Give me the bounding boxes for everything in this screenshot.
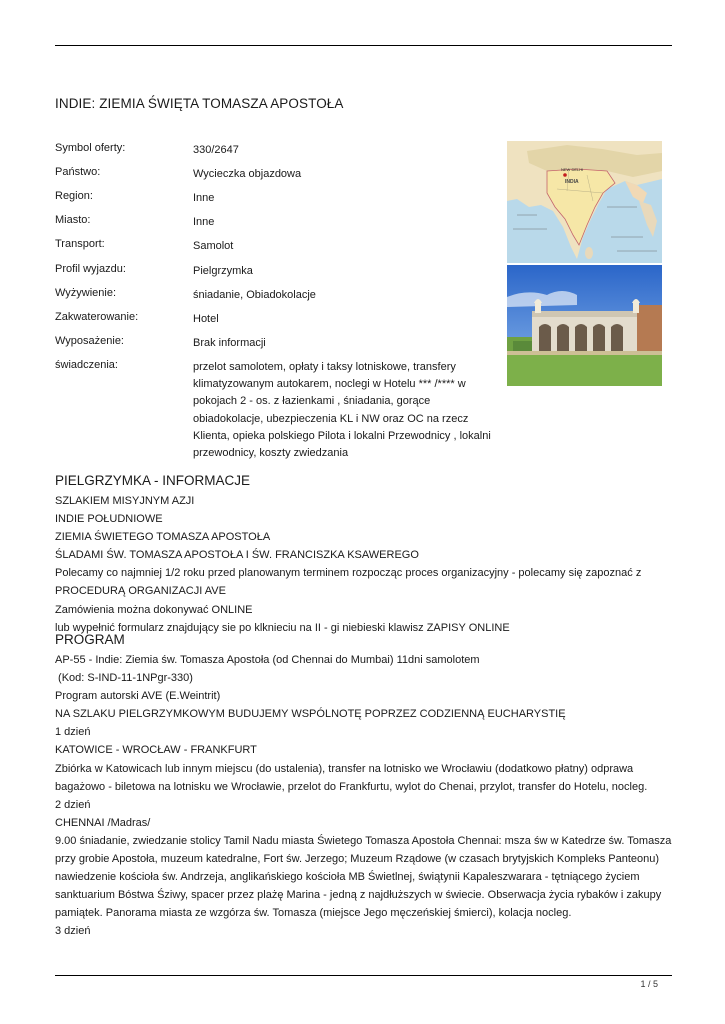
text-line: ZIEMIA ŚWIETEGO TOMASZA APOSTOŁA xyxy=(55,531,271,544)
info-value: przelot samolotem, opłaty i taksy lotniskowe, transfery klimatyzowanym autokarem, noclegi w Hotelu *** /**** w pokojach 2 - os. z łazienkami , śniadania, gorące obiadokolacje, ubezpieczenia KL i NW oraz OC na rzecz Klienta, opieka polskiego Pilota i lokalni Przewodnicy , lokalni przewodnicy, koszty zwiedzania xyxy=(193,361,491,460)
day-description: 9.00 śniadanie, zwiedzanie stolicy Tamil Nadu miasta Świetego Tomasza Apostoła Chennai: msza św w Katedrze św. Tomasza przy grobie Apostoła, muzeum katedralne, Fort św. Jerzego; Muzeum Rządowe (w czasach brytyjskich Kompleks Panteonu) nawiedzenie kościoła św. Andrzeja, anglikańskiego kościoła MB Świetlnej, świątynii Kapaleszwarara - tętniącego życiem sanktuarium Bóstwa Śziwy, spacer przez plażę Marina - jedną z najdłuższych w świecie. Obserwacja życia rybaków i zakupy pamiątek. Panorama miasta ze wzgórza św. Tomasza (miejsce Jego męczeńskiej śmierci), kolacja nocleg. xyxy=(55,834,672,920)
text-line: lub wypełnić formularz znajdujący sie po klknieciu na II - gi niebieski klawisz ZAPISY ONLINE xyxy=(55,621,510,634)
info-label: Zakwaterowanie: xyxy=(55,311,139,323)
text-line: NA SZLAKU PIELGRZYMKOWYM BUDUJEMY WSPÓLNOTĘ POPRZEZ CODZIENNĄ EUCHARYSTIĘ xyxy=(55,708,566,721)
india-map-image xyxy=(507,141,662,263)
page-number: 1 / 5 xyxy=(640,979,658,989)
info-label: świadczenia: xyxy=(55,359,118,371)
text-line: (Kod: S-IND-11-1NPgr-330) xyxy=(55,672,193,685)
text-line: ŚLADAMI ŚW. TOMASZA APOSTOŁA I ŚW. FRANCISZKA KSAWEREGO xyxy=(55,549,419,562)
page-title: INDIE: ZIEMIA ŚWIĘTA TOMASZA APOSTOŁA xyxy=(55,96,344,111)
day-label: 1 dzień xyxy=(55,726,91,739)
map-label-india: INDIA xyxy=(565,179,579,185)
day-route: CHENNAI /Madras/ xyxy=(55,816,151,829)
day-label: 2 dzień xyxy=(55,798,91,811)
info-label: Miasto: xyxy=(55,214,91,226)
day-description: Zbiórka w Katowicach lub innym miejscu (do ustalenia), transfer na lotnisko we Wrocławiu (dodatkowo płatny) odprawa bagażowo - biletowa na lotnisku we Wrocławie, przelot do Frankfurtu, wylot do Chenai, przylot, transfer do Hotelu, nocleg. xyxy=(55,762,648,793)
info-label: Wyżywienie: xyxy=(55,287,117,299)
info-value: Samolot xyxy=(193,240,234,252)
program-section xyxy=(55,632,680,941)
text-line: Zamówienia można dokonywać ONLINE xyxy=(55,603,253,616)
text-line: INDIE POŁUDNIOWE xyxy=(55,513,163,526)
info-label: Symbol oferty: xyxy=(55,142,126,154)
info-value: Brak informacji xyxy=(193,337,266,349)
section-title: PIELGRZYMKA - INFORMACJE xyxy=(55,473,251,488)
day-label: 3 dzień xyxy=(55,925,91,938)
text-line: Polecamy co najmniej 1/2 roku przed planowanym terminem rozpocząc proces organizacyjny - polecamy się zapoznać z xyxy=(55,567,642,580)
info-value: Inne xyxy=(193,192,215,204)
text-line: SZLAKIEM MISYJNYM AZJI xyxy=(55,495,195,507)
info-value: Hotel xyxy=(193,313,219,325)
info-value: Wycieczka objazdowa xyxy=(193,168,302,180)
footer-rule xyxy=(55,975,672,976)
section-title: PROGRAM xyxy=(55,632,125,647)
info-value: Pielgrzymka xyxy=(193,265,253,277)
day-route: KATOWICE - WROCŁAW - FRANKFURT xyxy=(55,744,257,757)
info-label: Region: xyxy=(55,190,93,202)
info-value: Inne xyxy=(193,216,215,228)
text-line: Program autorski AVE (E.Weintrit) xyxy=(55,690,221,703)
map-label-delhi: NEW DELHI xyxy=(561,167,584,172)
info-label: Wyposażenie: xyxy=(55,335,124,347)
pilgrimage-info-section xyxy=(55,473,680,637)
text-line: AP-55 - Indie: Ziemia św. Tomasza Apostoła (od Chennai do Mumbai) 11dni samolotem xyxy=(55,654,480,666)
info-label: Państwo: xyxy=(55,166,101,178)
red-fort-photo xyxy=(507,265,662,386)
info-label: Transport: xyxy=(55,238,105,250)
info-value: 330/2647 xyxy=(193,144,239,156)
text-line: PROCEDURĄ ORGANIZACJI AVE xyxy=(55,585,226,598)
info-label: Profil wyjazdu: xyxy=(55,263,126,275)
header-rule xyxy=(55,45,672,46)
info-value: śniadanie, Obiadokolacje xyxy=(193,289,316,301)
